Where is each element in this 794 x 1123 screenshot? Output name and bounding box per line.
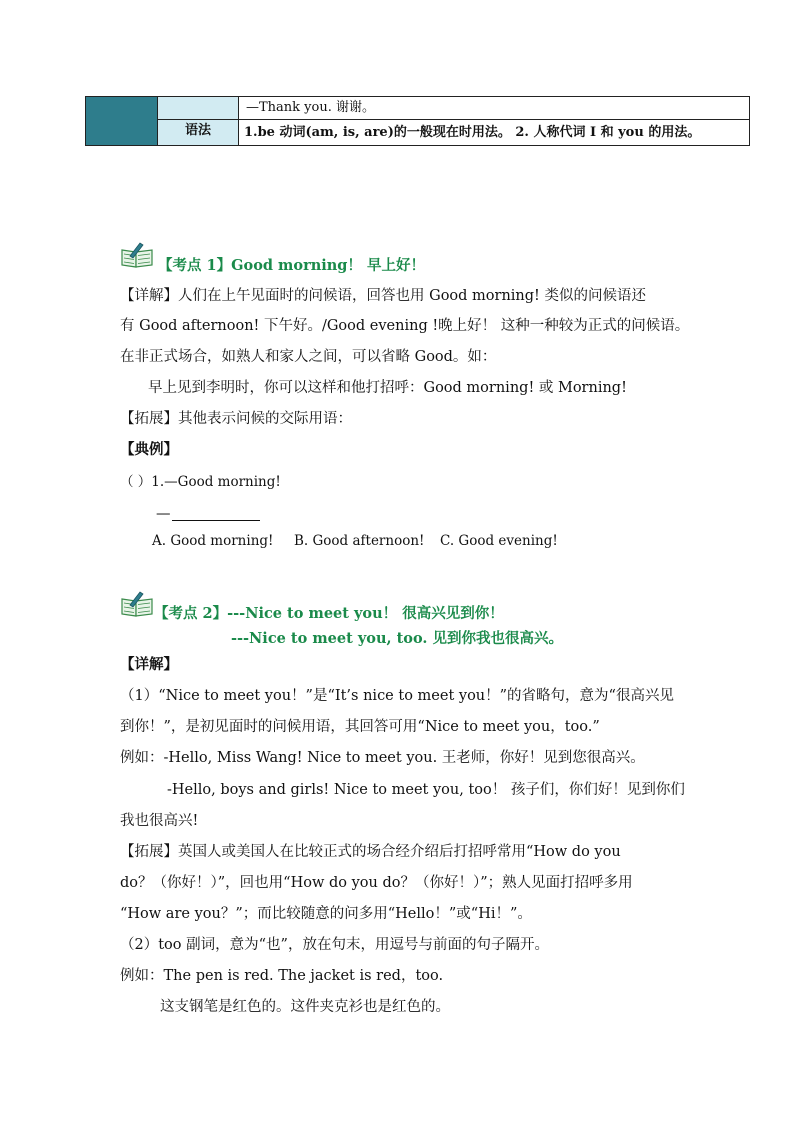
point1-detail-line4: 早上见到李明时，你可以这样和他打招呼：Good morning! 或 Morning!: [148, 380, 627, 396]
summary-table: [85, 96, 750, 146]
point1-detail-line1: 【详解】人们在上午见面时的问候语，回答也用 Good morning! 类似的问候语还: [120, 288, 646, 304]
point1-detail-line3: 在非正式场合，如熟人和家人之间，可以省略 Good。如：: [120, 349, 497, 365]
table-label-cell-empty: [158, 97, 239, 120]
point2-line10: 例如：The pen is red. The jacket is red，too.: [120, 968, 444, 984]
table-divider: [239, 119, 749, 120]
point2-line5: 我也很高兴!: [120, 813, 199, 829]
point2-line6: 【拓展】英国人或美国人在比较正式的场合经介绍后打招呼常用“How do you: [120, 844, 621, 860]
table-row1-text: —Thank you. 谢谢。: [246, 100, 375, 115]
book-pen-icon: [120, 591, 154, 617]
book-pen-icon: [120, 242, 154, 268]
point1-expand: 【拓展】其他表示问候的交际用语：: [120, 411, 352, 427]
option-b[interactable]: B. Good afternoon!: [294, 533, 425, 549]
point1-title: 【考点 1】Good morning！ 早上好！: [158, 257, 425, 274]
point2-line7: do？（你好！）”，回也用“How do you do？（你好！）”；熟人见面打招呼多用: [120, 875, 633, 891]
point2-line9: （2）too 副词，意为“也”，放在句末，用逗号与前面的句子隔开。: [120, 937, 549, 953]
point2-detail-header: 【详解】: [120, 656, 178, 673]
point2-title-line1: 【考点 2】---Nice to meet you！ 很高兴见到你！: [154, 605, 504, 622]
answer-blank-line: [172, 520, 260, 521]
point1-answer-dash: —: [156, 506, 171, 522]
table-color-cell: [86, 97, 158, 145]
point2-line1: （1）“Nice to meet you！”是“It’s nice to meet you！”的省略句，意为“很高兴见: [120, 688, 674, 704]
point2-line3: 例如：-Hello, Miss Wang! Nice to meet you. 王老师，你好！见到您很高兴。: [120, 750, 645, 766]
option-c[interactable]: C. Good evening!: [440, 533, 558, 549]
table-grammar-text: 1.be 动词(am, is, are)的一般现在时用法。 2. 人称代词 I 和 you 的用法。: [244, 125, 701, 140]
point2-line11: 这支钢笔是红色的。这件夹克衫也是红色的。: [160, 999, 450, 1015]
point1-question: （ ）1.—Good morning!: [120, 474, 281, 490]
point2-title-line2: ---Nice to meet you, too. 见到你我也很高兴。: [231, 630, 563, 647]
point1-example-header: 【典例】: [120, 441, 178, 458]
option-a[interactable]: A. Good morning!: [152, 533, 274, 549]
point2-line2: 到你！”，是初见面时的问候用语，其回答可用“Nice to meet you，too.”: [120, 719, 600, 735]
table-grammar-label: 语法: [158, 120, 239, 145]
point1-detail-line2: 有 Good afternoon! 下午好。/Good evening !晚上好！ 这种一种较为正式的问候语。: [120, 318, 690, 334]
point2-line8: “How are you？”；而比较随意的问多用“Hello！”或“Hi！”。: [120, 906, 532, 922]
point2-line4: -Hello, boys and girls! Nice to meet you, too！ 孩子们，你们好！见到你们: [167, 782, 685, 798]
